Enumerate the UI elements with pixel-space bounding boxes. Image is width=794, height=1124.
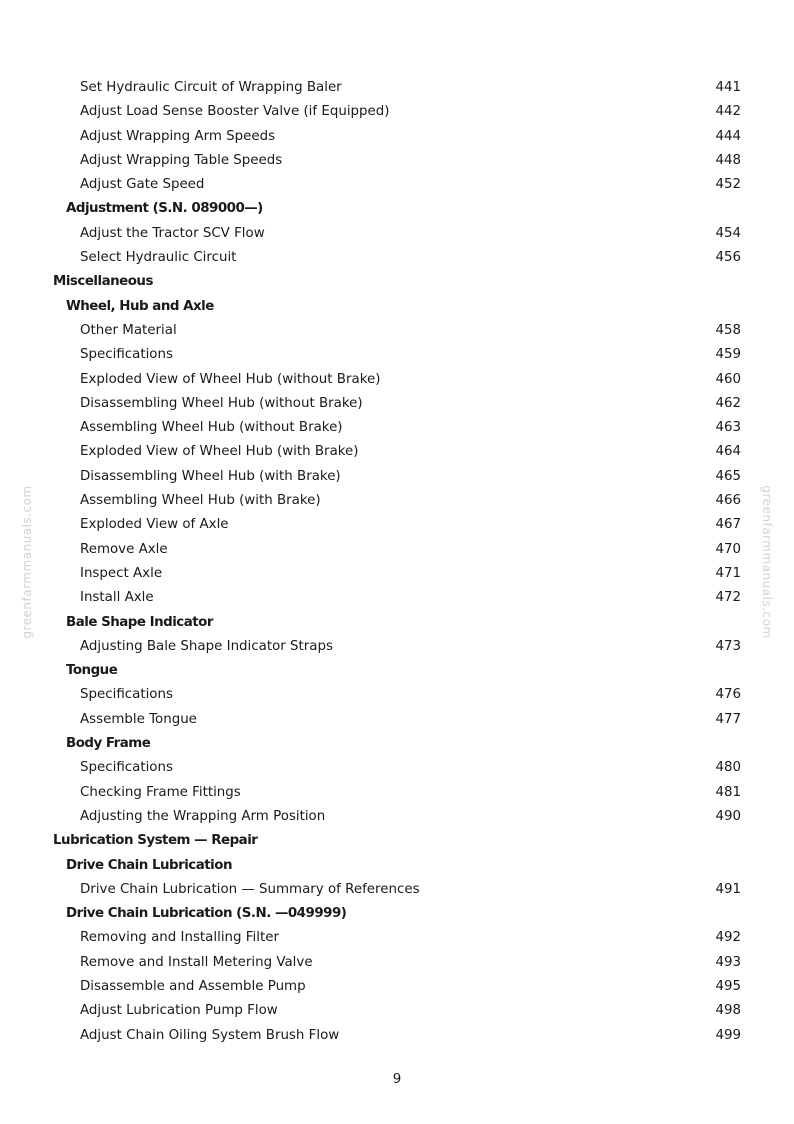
toc-entry[interactable] (0, 781, 794, 805)
toc-entry-title: Adjust the Tractor SCV Flow (80, 225, 265, 241)
toc-entry-title: Adjust Wrapping Table Speeds (80, 152, 283, 168)
toc-entry[interactable] (0, 465, 794, 489)
toc-entry-page: 460 (715, 371, 741, 387)
toc-entry-title: Drive Chain Lubrication (66, 857, 233, 873)
toc-entry[interactable] (0, 222, 794, 246)
toc-section-heading[interactable] (0, 829, 794, 853)
toc-entry-page: 452 (715, 177, 741, 193)
toc-entry-page: 499 (715, 1027, 741, 1043)
toc-entry-page: 456 (715, 250, 741, 266)
toc-entry-page: 467 (715, 517, 741, 533)
toc-subsection-heading[interactable] (0, 295, 794, 319)
toc-entry-title: Adjusting Bale Shape Indicator Straps (80, 638, 333, 654)
toc-entry[interactable] (0, 1024, 794, 1048)
toc-entry-page: 441 (715, 80, 741, 95)
toc-entry-title: Exploded View of Axle (80, 517, 229, 533)
toc-entry-title: Drive Chain Lubrication (S.N. —049999) (66, 906, 347, 922)
toc-entry-title: Specifications (80, 760, 173, 776)
toc-entry-page: 490 (715, 808, 741, 824)
toc-entry-page: 442 (715, 104, 741, 120)
toc-entry[interactable] (0, 368, 794, 392)
toc-entry[interactable] (0, 975, 794, 999)
toc-entry-page: 481 (715, 784, 741, 800)
toc-entry-title: Select Hydraulic Circuit (80, 250, 237, 266)
toc-entry-title: Adjust Lubrication Pump Flow (80, 1003, 278, 1019)
toc-subsection-heading[interactable] (0, 197, 794, 221)
toc-entry-title: Bale Shape Indicator (66, 614, 213, 630)
toc-entry[interactable] (0, 76, 794, 100)
toc-entry[interactable] (0, 246, 794, 270)
toc-entry-title: Disassemble and Assemble Pump (80, 978, 306, 994)
toc-entry-title: Body Frame (66, 736, 151, 752)
toc-entry-page: 491 (715, 881, 741, 897)
toc-subsection-heading[interactable] (0, 902, 794, 926)
toc-entry-title: Adjust Load Sense Booster Valve (if Equipped) (80, 104, 390, 120)
toc-entry[interactable] (0, 100, 794, 124)
toc-entry[interactable] (0, 489, 794, 513)
toc-entry-page: 472 (715, 590, 741, 606)
toc-entry-page: 476 (715, 687, 741, 703)
toc-entry-title: Wheel, Hub and Axle (66, 298, 214, 314)
toc-entry-title: Specifications (80, 347, 173, 363)
toc-entry-title: Adjustment (S.N. 089000—) (66, 201, 263, 217)
toc-entry-title: Assembling Wheel Hub (with Brake) (80, 493, 321, 509)
toc-entry[interactable] (0, 926, 794, 950)
toc-entry[interactable] (0, 635, 794, 659)
toc-entry[interactable] (0, 392, 794, 416)
toc-entry-title: Assemble Tongue (80, 711, 197, 727)
toc-entry-page: 458 (715, 322, 741, 338)
toc-entry-page: 454 (715, 225, 741, 241)
toc-entry-title: Tongue (66, 663, 118, 679)
toc-entry-title: Adjusting the Wrapping Arm Position (80, 808, 326, 824)
toc-entry[interactable] (0, 562, 794, 586)
toc-entry[interactable] (0, 125, 794, 149)
toc-entry-title: Exploded View of Wheel Hub (without Brake) (80, 371, 381, 387)
toc-entry-title: Adjust Chain Oiling System Brush Flow (80, 1027, 340, 1043)
toc-entry-title: Assembling Wheel Hub (without Brake) (80, 420, 343, 436)
toc-entry[interactable] (0, 513, 794, 537)
toc-entry-page: 473 (715, 638, 741, 654)
toc-entry-title: Install Axle (80, 590, 154, 606)
toc-entry-page: 493 (715, 954, 741, 970)
toc-entry-title: Lubrication System — Repair (53, 833, 258, 849)
toc-entry-title: Other Material (80, 322, 177, 338)
toc-entry[interactable] (0, 878, 794, 902)
toc-entry-page: 477 (715, 711, 741, 727)
toc-section-heading[interactable] (0, 270, 794, 294)
toc-entry-page: 470 (715, 541, 741, 557)
toc-entry[interactable] (0, 343, 794, 367)
toc-entry-title: Inspect Axle (80, 565, 163, 581)
toc-entry-page: 448 (715, 152, 741, 168)
toc-entry[interactable] (0, 173, 794, 197)
toc-entry-page: 459 (715, 347, 741, 363)
toc-entry-title: Drive Chain Lubrication — Summary of References (80, 881, 420, 897)
toc-entry-title: Miscellaneous (53, 274, 153, 290)
toc-entry-page: 492 (715, 930, 741, 946)
toc-entry[interactable] (0, 756, 794, 780)
toc-entry-page: 465 (715, 468, 741, 484)
toc-entry-page: 495 (715, 978, 741, 994)
toc-entry-title: Checking Frame Fittings (80, 784, 241, 800)
toc-entry-title: Adjust Wrapping Arm Speeds (80, 128, 276, 144)
toc-entry[interactable] (0, 999, 794, 1023)
toc-entry-page: 464 (715, 444, 741, 460)
toc-entry[interactable] (0, 805, 794, 829)
toc-subsection-heading[interactable] (0, 611, 794, 635)
toc-entry-page: 480 (715, 760, 741, 776)
toc-entry[interactable] (0, 951, 794, 975)
toc-entry[interactable] (0, 319, 794, 343)
page-number: 9 (392, 1072, 402, 1087)
toc-entry[interactable] (0, 440, 794, 464)
toc-entry[interactable] (0, 586, 794, 610)
toc-entry-title: Adjust Gate Speed (80, 177, 205, 193)
watermark-right: greenfarmmanuals.com (760, 485, 774, 639)
toc-entry-page: 444 (715, 128, 741, 144)
watermark-left: greenfarmmanuals.com (20, 485, 34, 639)
toc-entry[interactable] (0, 149, 794, 173)
toc-entry[interactable] (0, 538, 794, 562)
toc-entry-title: Remove Axle (80, 541, 168, 557)
toc-entry-title: Disassembling Wheel Hub (with Brake) (80, 468, 341, 484)
toc-entry[interactable] (0, 708, 794, 732)
toc-entry-page: 471 (715, 565, 741, 581)
toc-entry-title: Disassembling Wheel Hub (without Brake) (80, 395, 363, 411)
toc-subsection-heading[interactable] (0, 854, 794, 878)
toc-entry-title: Remove and Install Metering Valve (80, 954, 313, 970)
toc-entry[interactable] (0, 683, 794, 707)
toc-entry-title: Removing and Installing Filter (80, 930, 279, 946)
toc-entry-title: Set Hydraulic Circuit of Wrapping Baler (80, 80, 342, 95)
toc-entry[interactable] (0, 416, 794, 440)
toc-entry-title: Exploded View of Wheel Hub (with Brake) (80, 444, 359, 460)
toc-entry-page: 466 (715, 493, 741, 509)
toc-subsection-heading[interactable] (0, 659, 794, 683)
toc-entry-page: 462 (715, 395, 741, 411)
table-of-contents (0, 76, 794, 1048)
toc-entry-title: Specifications (80, 687, 173, 703)
toc-entry-page: 498 (715, 1003, 741, 1019)
toc-subsection-heading[interactable] (0, 732, 794, 756)
toc-entry-page: 463 (715, 420, 741, 436)
